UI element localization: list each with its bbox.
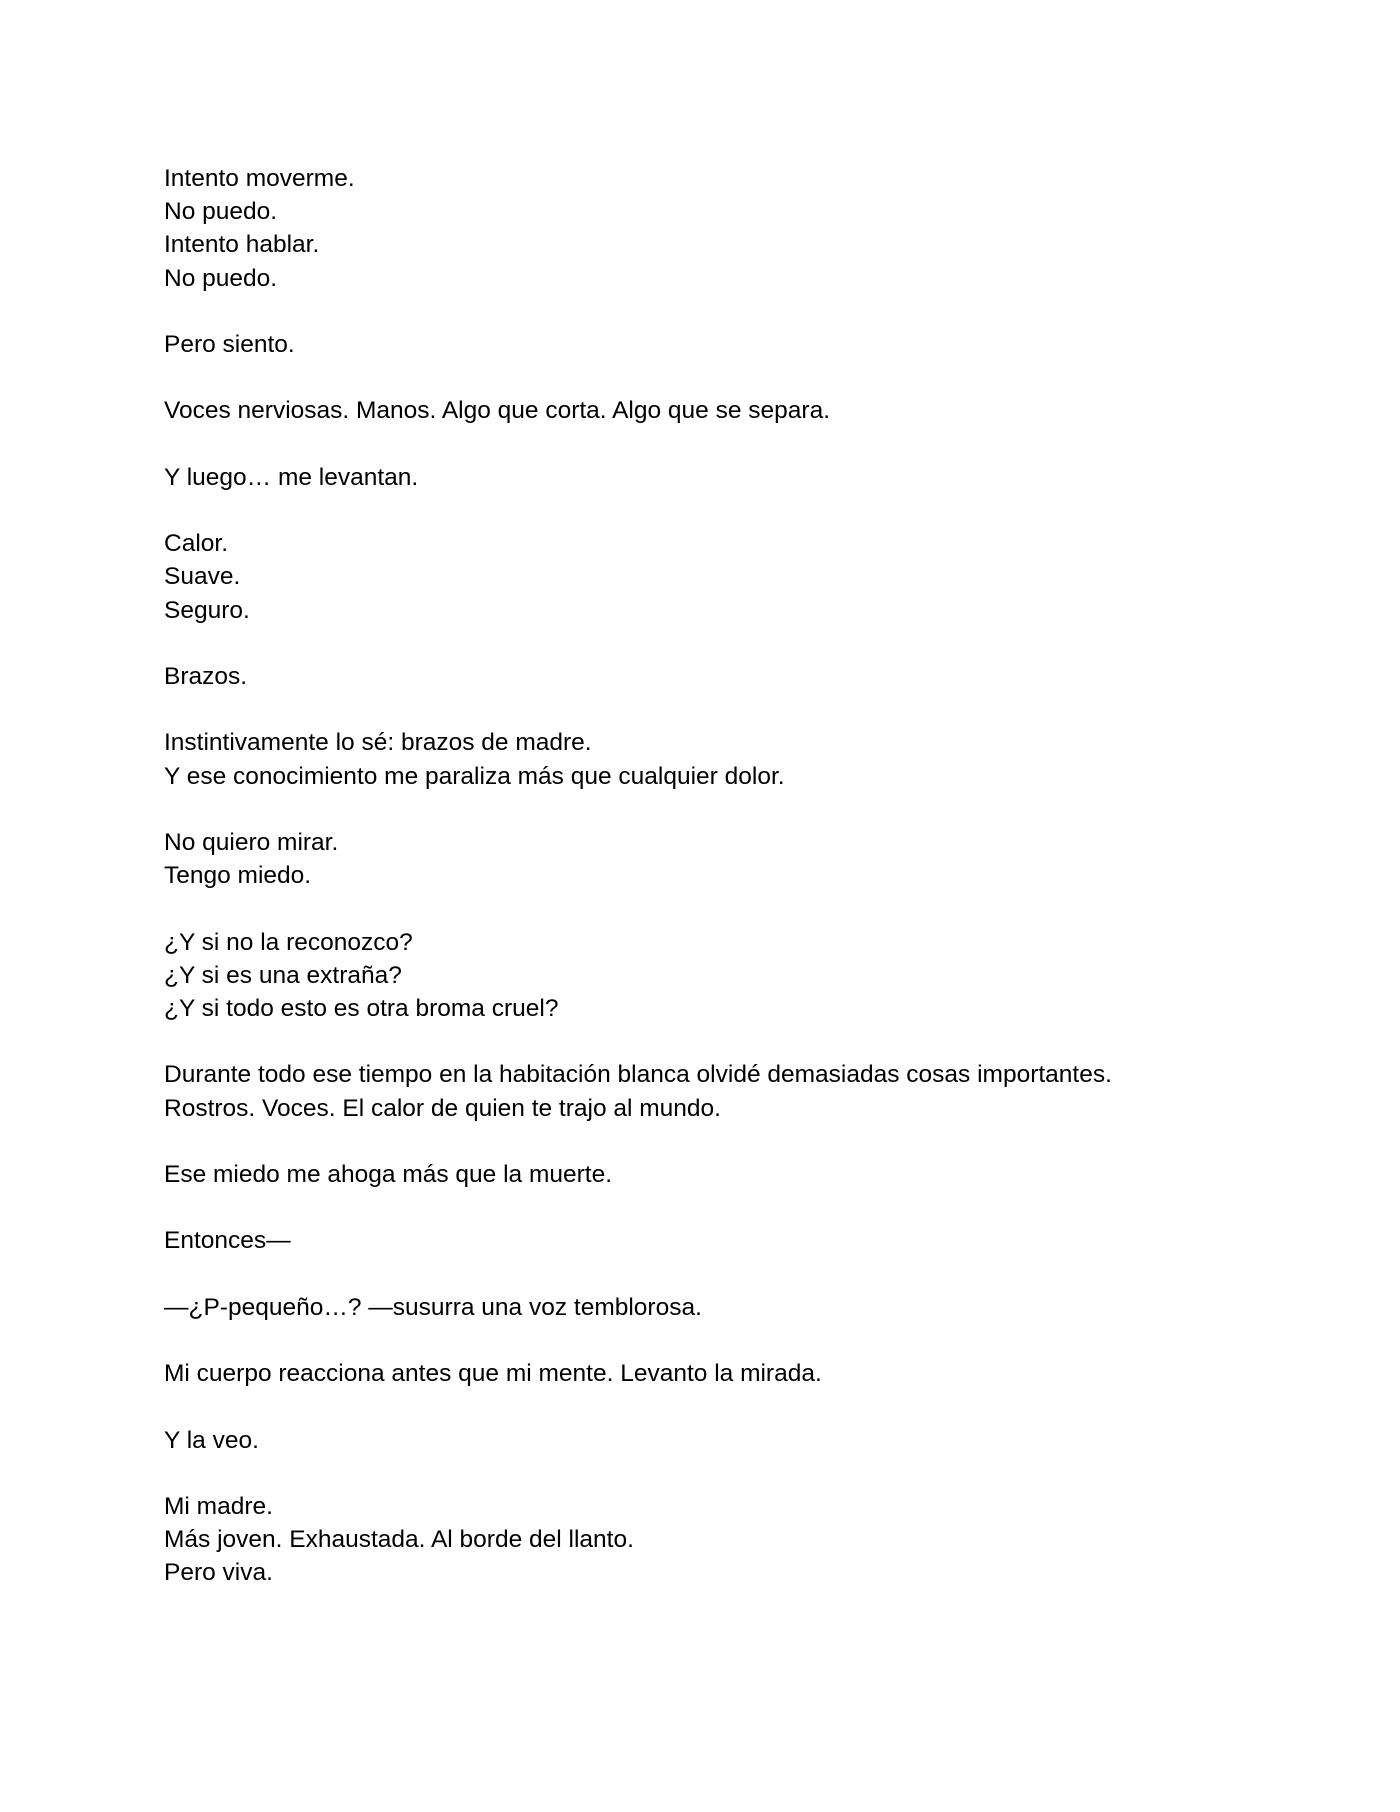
text-line: Intento hablar. [164,231,320,259]
text-line: Ese miedo me ahoga más que la muerte. [164,1160,613,1188]
text-line: Tengo miedo. [164,862,312,890]
paragraph [164,1158,1264,1191]
text-line: Intento moverme. [164,165,355,192]
text-line: No puedo. [164,198,278,226]
text-line: Y ese conocimiento me paraliza más que cualquier dolor. [164,762,785,790]
text-line: ¿Y si es una extraña? [164,961,402,989]
paragraph [164,461,1264,494]
paragraph [164,726,1264,792]
text-line: Y luego… me levantan. [164,463,419,491]
paragraph [164,162,1264,295]
paragraph [164,1357,1264,1390]
paragraph [164,1058,1264,1124]
text-line: Durante todo ese tiempo en la habitación blanca olvidé demasiadas cosas importantes. [164,1061,1112,1089]
paragraph [164,328,1264,361]
text-line: Mi cuerpo reacciona antes que mi mente. Levanto la mirada. [164,1360,822,1388]
paragraph [164,1490,1264,1590]
text-line: Seguro. [164,596,250,624]
text-line: Instintivamente lo sé: brazos de madre. [164,729,592,757]
text-line: Rostros. Voces. El calor de quien te trajo al mundo. [164,1094,721,1122]
text-line: Más joven. Exhaustada. Al borde del llanto. [164,1526,634,1554]
text-line: Pero siento. [164,331,295,358]
paragraph [164,826,1264,892]
paragraph [164,660,1264,693]
text-line: Suave. [164,563,241,591]
text-line: Pero viva. [164,1559,273,1587]
text-line: No quiero mirar. [164,828,339,856]
paragraph [164,1424,1264,1457]
paragraph [164,394,1264,427]
text-line: Mi madre. [164,1492,273,1520]
paragraph [164,1224,1264,1257]
paragraph [164,926,1264,1026]
document-body [164,162,1264,1623]
text-line: Voces nerviosas. Manos. Algo que corta. Algo que se separa. [164,397,830,425]
text-line: Calor. [164,530,229,558]
text-line: No puedo. [164,264,278,292]
text-line: Y la veo. [164,1426,259,1454]
text-line: ¿Y si no la reconozco? [164,928,413,956]
paragraph [164,527,1264,627]
text-line: —¿P-pequeño…? —susurra una voz temblorosa. [164,1293,702,1321]
paragraph [164,1291,1264,1324]
text-line: Entonces— [164,1227,291,1255]
text-line: Brazos. [164,662,248,690]
text-line: ¿Y si todo esto es otra broma cruel? [164,994,559,1022]
